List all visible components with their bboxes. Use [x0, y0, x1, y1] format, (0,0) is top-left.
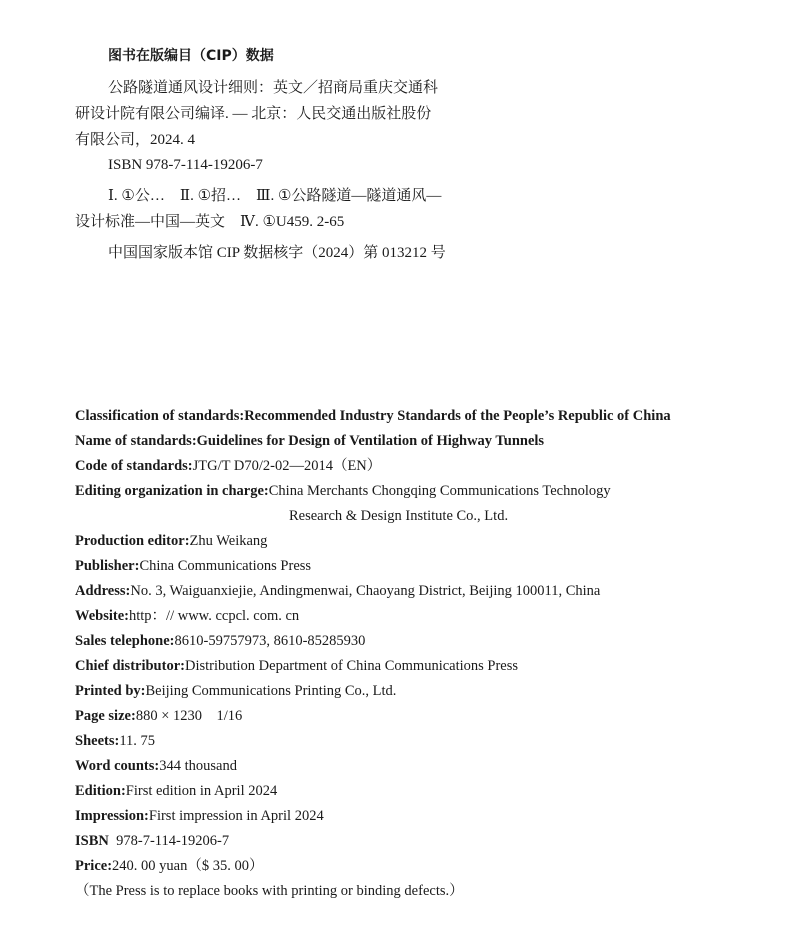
word-counts-value: 344 thousand: [159, 758, 237, 774]
production-editor-row: Production editor:Zhu Weikang: [75, 533, 268, 549]
sales-telephone-label: Sales telephone: [75, 633, 170, 649]
cip-title-line-2: 研设计院有限公司编译. — 北京：人民交通出版社股份: [75, 106, 432, 122]
sheets-label: Sheets: [75, 733, 115, 749]
website-value: http：// www. ccpcl. com. cn: [128, 608, 300, 624]
editing-org-row: Editing organization in charge:China Merchants Chongqing Communications Technology: [75, 483, 611, 499]
editing-org-label: Editing organization in charge: [75, 483, 264, 499]
sales-telephone-row: Sales telephone:8610-59757973, 8610-85285930: [75, 633, 366, 649]
impression-value: First impression in April 2024: [148, 808, 324, 824]
name-row: Name of standards:Guidelines for Design of Ventilation of Highway Tunnels: [75, 433, 545, 449]
chief-distributor-row: Chief distributor:Distribution Department of China Communications Press: [75, 658, 519, 674]
editing-org-value: China Merchants Chongqing Communications Technology: [268, 483, 611, 499]
printed-by-value: Beijing Communications Printing Co., Ltd.: [145, 683, 397, 699]
word-counts-label: Word counts: [75, 758, 155, 774]
replacement-note: （The Press is to replace books with printing or binding defects.）: [75, 883, 464, 899]
code-label: Code of standards: [75, 458, 188, 474]
sheets-row: Sheets:11. 75: [75, 733, 156, 749]
impression-label: Impression: [75, 808, 145, 824]
page-size-value: 880 × 1230 1/16: [135, 708, 243, 724]
publisher-row: Publisher:China Communications Press: [75, 558, 312, 574]
isbn-row: [75, 831, 229, 851]
edition-row: Edition:First edition in April 2024: [75, 783, 278, 799]
sheets-value: 11. 75: [119, 733, 156, 749]
price-value: 240. 00 yuan（$ 35. 00）: [112, 858, 264, 874]
editing-org-value-continued: Research & Design Institute Co., Ltd.: [289, 508, 509, 524]
chief-distributor-label: Chief distributor: [75, 658, 181, 674]
code-row: Code of standards:JTG/T D70/2-02—2014（EN）: [75, 458, 382, 474]
page-size-label: Page size: [75, 708, 131, 724]
price-row: Price:240. 00 yuan（$ 35. 00）: [75, 858, 264, 874]
cip-title-line-3: 有限公司，2024. 4: [75, 132, 196, 148]
edition-value: First edition in April 2024: [125, 783, 278, 799]
production-editor-label: Production editor: [75, 533, 185, 549]
cip-isbn: ISBN 978-7-114-19206-7: [108, 157, 263, 173]
price-label: Price: [75, 858, 108, 874]
cip-subject-line-2: 设计标准—中国—英文 Ⅳ. ①U459. 2-65: [75, 214, 345, 230]
name-value: Guidelines for Design of Ventilation of Highway Tunnels: [196, 433, 545, 449]
address-row: Address:No. 3, Waiguanxiejie, Andingmenwai, Chaoyang District, Beijing 100011, China: [75, 583, 601, 599]
cip-number: 中国国家版本馆 CIP 数据核字（2024）第 013212 号: [108, 245, 446, 261]
name-label: Name of standards: [75, 433, 192, 449]
cip-subject-line-1: Ⅰ. ①公… Ⅱ. ①招… Ⅲ. ①公路隧道—隧道通风—: [108, 188, 442, 204]
classification-row: Classification of standards:Recommended Industry Standards of the People’s Republic of China: [75, 408, 671, 424]
sales-telephone-value: 8610-59757973, 8610-85285930: [174, 633, 366, 649]
cip-title-line-1: 公路隧道通风设计细则：英文／招商局重庆交通科: [108, 80, 439, 96]
cip-heading: 图书在版编目（CIP）数据: [108, 48, 274, 64]
website-row: Website:http：// www. ccpcl. com. cn: [75, 608, 300, 624]
isbn-value: 978-7-114-19206-7: [116, 833, 230, 849]
publisher-label: Publisher: [75, 558, 135, 574]
address-label: Address: [75, 583, 126, 599]
isbn-label: ISBN: [75, 833, 109, 849]
chief-distributor-value: Distribution Department of China Communications Press: [184, 658, 519, 674]
code-value: JTG/T D70/2-02—2014（EN）: [192, 458, 382, 474]
page-size-row: Page size:880 × 1230 1/16: [75, 708, 243, 724]
classification-label: Classification of standards: [75, 408, 240, 424]
impression-row: Impression:First impression in April 2024: [75, 808, 324, 824]
address-value: No. 3, Waiguanxiejie, Andingmenwai, Chaoyang District, Beijing 100011, China: [130, 583, 601, 599]
printed-by-row: Printed by:Beijing Communications Printing Co., Ltd.: [75, 683, 397, 699]
production-editor-value: Zhu Weikang: [189, 533, 268, 549]
classification-value: Recommended Industry Standards of the People’s Republic of China: [244, 408, 671, 424]
word-counts-row: Word counts:344 thousand: [75, 758, 237, 774]
publisher-value: China Communications Press: [139, 558, 312, 574]
printed-by-label: Printed by: [75, 683, 141, 699]
website-label: Website: [75, 608, 125, 624]
edition-label: Edition: [75, 783, 121, 799]
